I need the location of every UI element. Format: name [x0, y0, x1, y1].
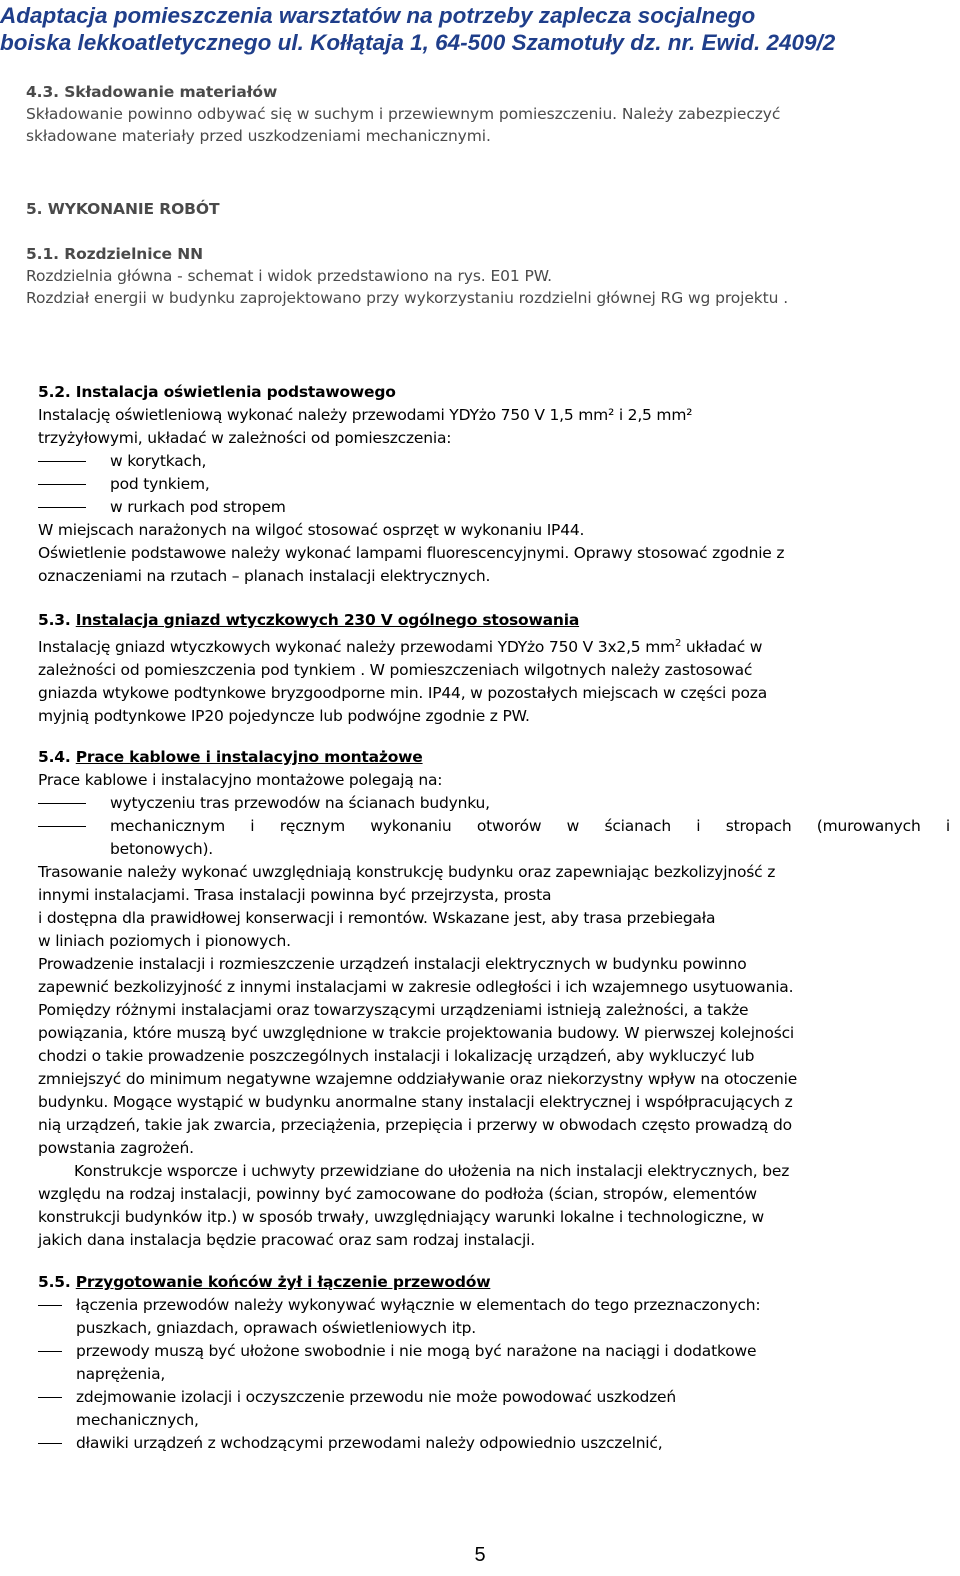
- text-line: Trasowanie należy wykonać uwzględniają konstrukcję budynku oraz zapewniając bezkolizyjność z: [38, 863, 776, 881]
- text-line: względu na rodzaj instalacji, powinny być zamocowane do podłoża (ścian, stropów, elementów: [38, 1185, 757, 1203]
- header-line-1: Adaptacja pomieszczenia warsztatów na potrzeby zaplecza socjalnego: [0, 3, 756, 28]
- section-5-2: [38, 381, 950, 588]
- list-item: [38, 1294, 950, 1340]
- text-line: Instalację oświetleniową wykonać należy przewodami YDYżo 750 V 1,5 mm² i 2,5 mm²: [38, 406, 693, 424]
- section-heading: 4.3. Składowanie materiałów: [26, 83, 278, 101]
- heading-number: 5.4.: [38, 748, 76, 766]
- text-line: puszkach, gniazdach, oprawach oświetleniowych itp.: [76, 1319, 476, 1337]
- text-line: w liniach poziomych i pionowych.: [38, 932, 291, 950]
- list-item: w korytkach,: [38, 450, 950, 473]
- text-line: zapewnić bezkolizyjność z innymi instalacjami w zakresie odległości i ich wzajemnego usytuowania.: [38, 978, 794, 996]
- section-5-5: [38, 1271, 950, 1455]
- list-item: [38, 1340, 950, 1386]
- text-line: zależności od pomieszczenia pod tynkiem . W pomieszczeniach wilgotnych należy zastosować: [38, 661, 753, 679]
- list-item: w rurkach pod stropem: [38, 496, 950, 519]
- section-5-1: [26, 243, 946, 309]
- page-number: 5: [474, 1544, 486, 1566]
- text-line: Składowanie powinno odbywać się w suchym i przewiewnym pomieszczeniu. Należy zabezpieczyć: [26, 105, 781, 123]
- text-line: składowane materiały przed uszkodzeniami mechanicznymi.: [26, 127, 491, 145]
- text-line: powiązania, które muszą być uwzględnione w trakcie projektowania budowy. W pierwszej kolejności: [38, 1024, 795, 1042]
- text-line: Konstrukcje wsporcze i uchwyty przewidziane do ułożenia na nich instalacji elektrycznych, bez: [74, 1162, 790, 1180]
- text-line: betonowych).: [110, 840, 214, 858]
- text-line: Pomiędzy różnymi instalacjami oraz towarzyszącymi urządzeniami istnieją zależności, a także: [38, 1001, 749, 1019]
- text-part: układać w: [681, 638, 763, 656]
- section-heading: [38, 746, 950, 769]
- section-heading: [38, 1271, 950, 1294]
- list-item: pod tynkiem,: [38, 473, 950, 496]
- text-line: mechanicznych,: [76, 1411, 199, 1429]
- text-line: naprężenia,: [76, 1365, 166, 1383]
- section-5-3: [38, 609, 950, 728]
- text-line: Rozdzielnia główna - schemat i widok przedstawiono na rys. E01 PW.: [26, 267, 553, 285]
- text-line: jakich dana instalacja będzie pracować oraz sam rodzaj instalacji.: [38, 1231, 535, 1249]
- text-part: Instalację gniazd wtyczkowych wykonać należy przewodami YDYżo 750 V 3x2,5 mm: [38, 638, 675, 656]
- section-heading: 5. WYKONANIE ROBÓT: [26, 200, 220, 218]
- text-line: Rozdział energii w budynku zaprojektowano przy wykorzystaniu rozdzielni głównej RG wg projektu .: [26, 289, 789, 307]
- text-line: [38, 632, 950, 659]
- heading-number: 5.2.: [38, 383, 76, 401]
- list-item: [38, 1432, 950, 1455]
- text-line: innymi instalacjami. Trasa instalacji powinna być przejrzysta, prosta: [38, 886, 552, 904]
- text-line: konstrukcji budynków itp.) w sposób trwały, uwzględniający warunki lokalne i technologiczne, w: [38, 1208, 765, 1226]
- text-line: chodzi o takie prowadzenie poszczególnych instalacji i lokalizację urządzeń, aby wykluczyć lub: [38, 1047, 755, 1065]
- heading-text: Prace kablowe i instalacyjno montażowe: [75, 748, 423, 766]
- section-5: [26, 198, 946, 220]
- text-line: myjnią podtynkowe IP20 pojedyncze lub podwójne zgodnie z PW.: [38, 707, 530, 725]
- text-line: budynku. Mogące wystąpić w budynku anormalne stany instalacji elektrycznej i współpracujących z: [38, 1093, 793, 1111]
- section-5-4: [38, 746, 950, 1252]
- text-line: gniazda wtykowe podtynkowe bryzgoodporne min. IP44, w pozostałych miejscach w części poza: [38, 684, 768, 702]
- header-line-2: boiska lekkoatletycznego ul. Kołłątaja 1, 64-500 Szamotuły dz. nr. Ewid. 2409/2: [0, 30, 836, 55]
- heading-text: Instalacja oświetlenia podstawowego: [75, 383, 396, 401]
- text-line: Prowadzenie instalacji i rozmieszczenie urządzeń instalacji elektrycznych w budynku powinno: [38, 955, 747, 973]
- list-item: [38, 815, 950, 861]
- text-line: zdejmowanie izolacji i oczyszczenie przewodu nie może powodować uszkodzeń: [76, 1388, 677, 1406]
- text-line: zmniejszyć do minimum negatywne wzajemne oddziaływanie oraz niekorzystny wpływ na otoczenie: [38, 1070, 798, 1088]
- heading-number: 5.5.: [38, 1273, 76, 1291]
- text-line: przewody muszą być ułożone swobodnie i nie mogą być narażone na naciągi i dodatkowe: [76, 1342, 757, 1360]
- text-line: mechanicznym i ręcznym wykonaniu otworów w ścianach i stropach (murowanych i: [110, 817, 950, 835]
- list-item: [38, 1386, 950, 1432]
- section-heading: [38, 609, 950, 632]
- text-line: dławiki urządzeń z wchodzącymi przewodami należy odpowiednio uszczelnić,: [76, 1434, 663, 1452]
- superscript: 2: [675, 638, 682, 649]
- text-line: łączenia przewodów należy wykonywać wyłącznie w elementach do tego przeznaczonych:: [76, 1296, 761, 1314]
- section-heading: [38, 381, 950, 404]
- text-line: Oświetlenie podstawowe należy wykonać lampami fluorescencyjnymi. Oprawy stosować zgodnie z: [38, 544, 785, 562]
- heading-text: Instalacja gniazd wtyczkowych 230 V ogólnego stosowania: [75, 611, 580, 629]
- section-4-3: [26, 81, 946, 147]
- heading-number: 5.3.: [38, 611, 76, 629]
- document-header: [0, 2, 958, 56]
- text-line: i dostępna dla prawidłowej konserwacji i remontów. Wskazane jest, aby trasa przebiegała: [38, 909, 716, 927]
- heading-text: Przygotowanie końców żył i łączenie przewodów: [75, 1273, 491, 1291]
- section-heading: 5.1. Rozdzielnice NN: [26, 245, 203, 263]
- list-item: wytyczeniu tras przewodów na ścianach budynku,: [38, 792, 950, 815]
- text-line: oznaczeniami na rzutach – planach instalacji elektrycznych.: [38, 567, 491, 585]
- text-line: nią urządzeń, takie jak zwarcia, przeciążenia, przepięcia i przerwy w obwodach często prowadzą do: [38, 1116, 792, 1134]
- text-line: Prace kablowe i instalacyjno montażowe polegają na:: [38, 771, 443, 789]
- text-line: W miejscach narażonych na wilgoć stosować osprzęt w wykonaniu IP44.: [38, 521, 585, 539]
- text-line: powstania zagrożeń.: [38, 1139, 194, 1157]
- text-line: trzyżyłowymi, układać w zależności od pomieszczenia:: [38, 429, 452, 447]
